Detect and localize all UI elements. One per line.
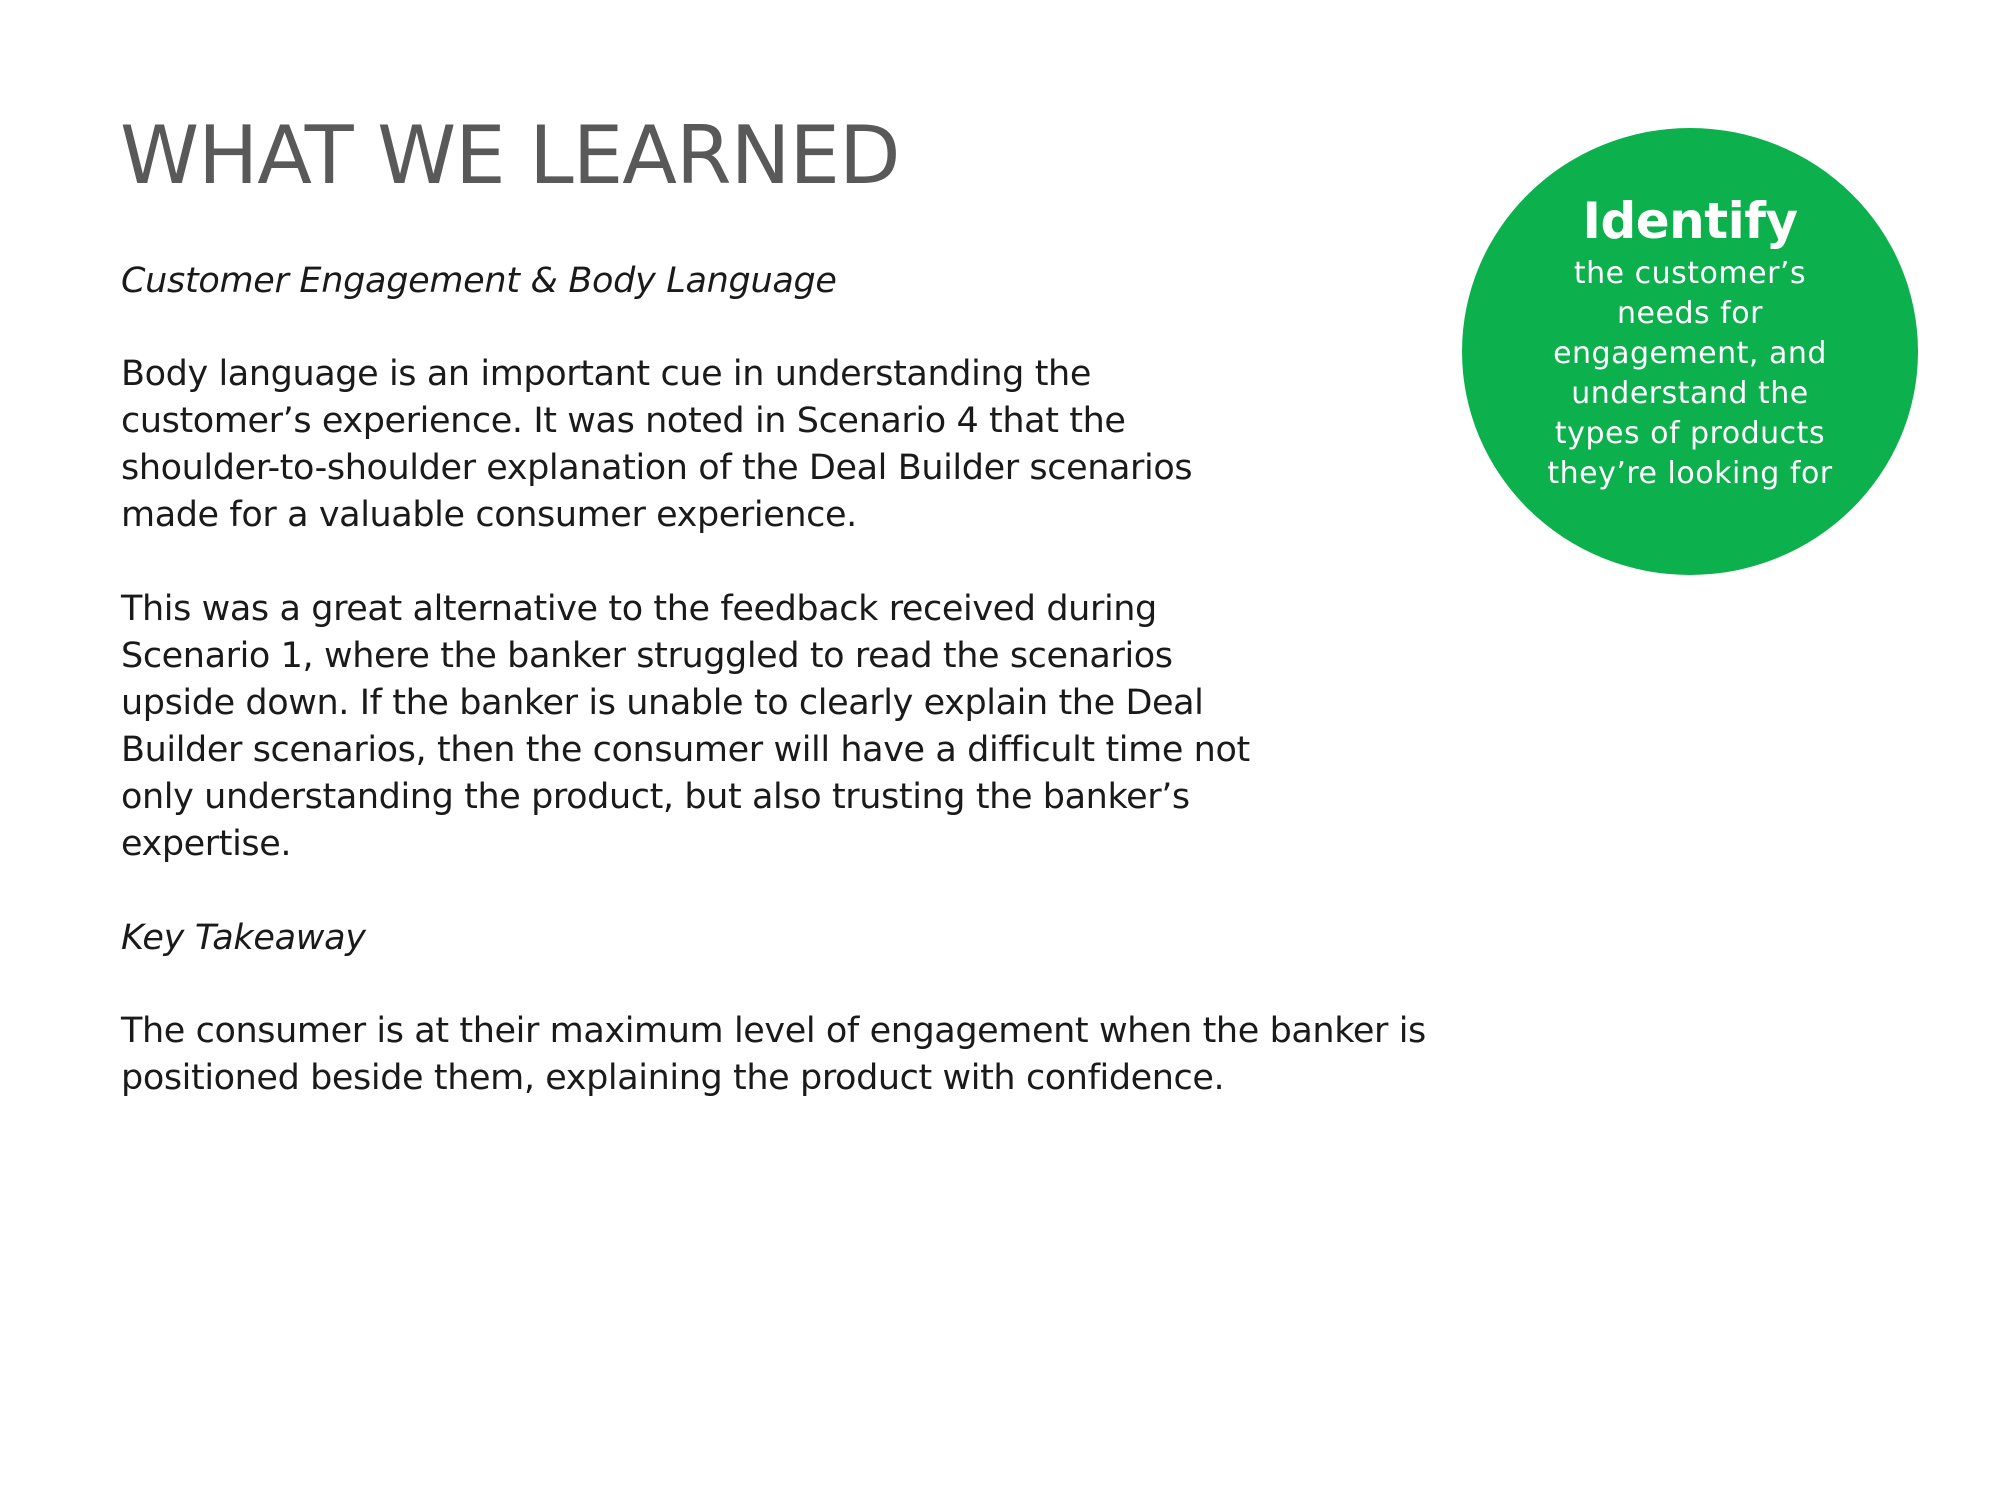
engagement-heading: Customer Engagement & Body Language [121, 261, 837, 301]
key-takeaway-text: The consumer is at their maximum level of engagement when the banker is positioned beside them, explaining the product with confidence. [121, 1011, 1426, 1098]
page-title: WHAT WE LEARNED [120, 109, 900, 202]
callout-body: the customer’s needs for engagement, and understand the types of products they’re looking for [1547, 256, 1833, 491]
key-takeaway-heading: Key Takeaway [121, 918, 366, 958]
main-content [121, 258, 1461, 1149]
callout-heading: Identify [1582, 192, 1798, 250]
body-paragraph-1: Body language is an important cue in understanding the customer’s experience. It was noted in Scenario 4 that the shoulder-to-shoulder explanation of the Deal Builder scenarios made for a valuable consumer experience. [121, 354, 1193, 535]
identify-callout-circle [1462, 128, 1918, 575]
body-paragraph-2: This was a great alternative to the feedback received during Scenario 1, where the banker struggled to read the scenarios upside down. If the banker is unable to clearly explain the Deal Builder scenarios, then the consumer will have a difficult time not only understanding the product, but also trusting the banker’s expertise. [121, 589, 1250, 864]
